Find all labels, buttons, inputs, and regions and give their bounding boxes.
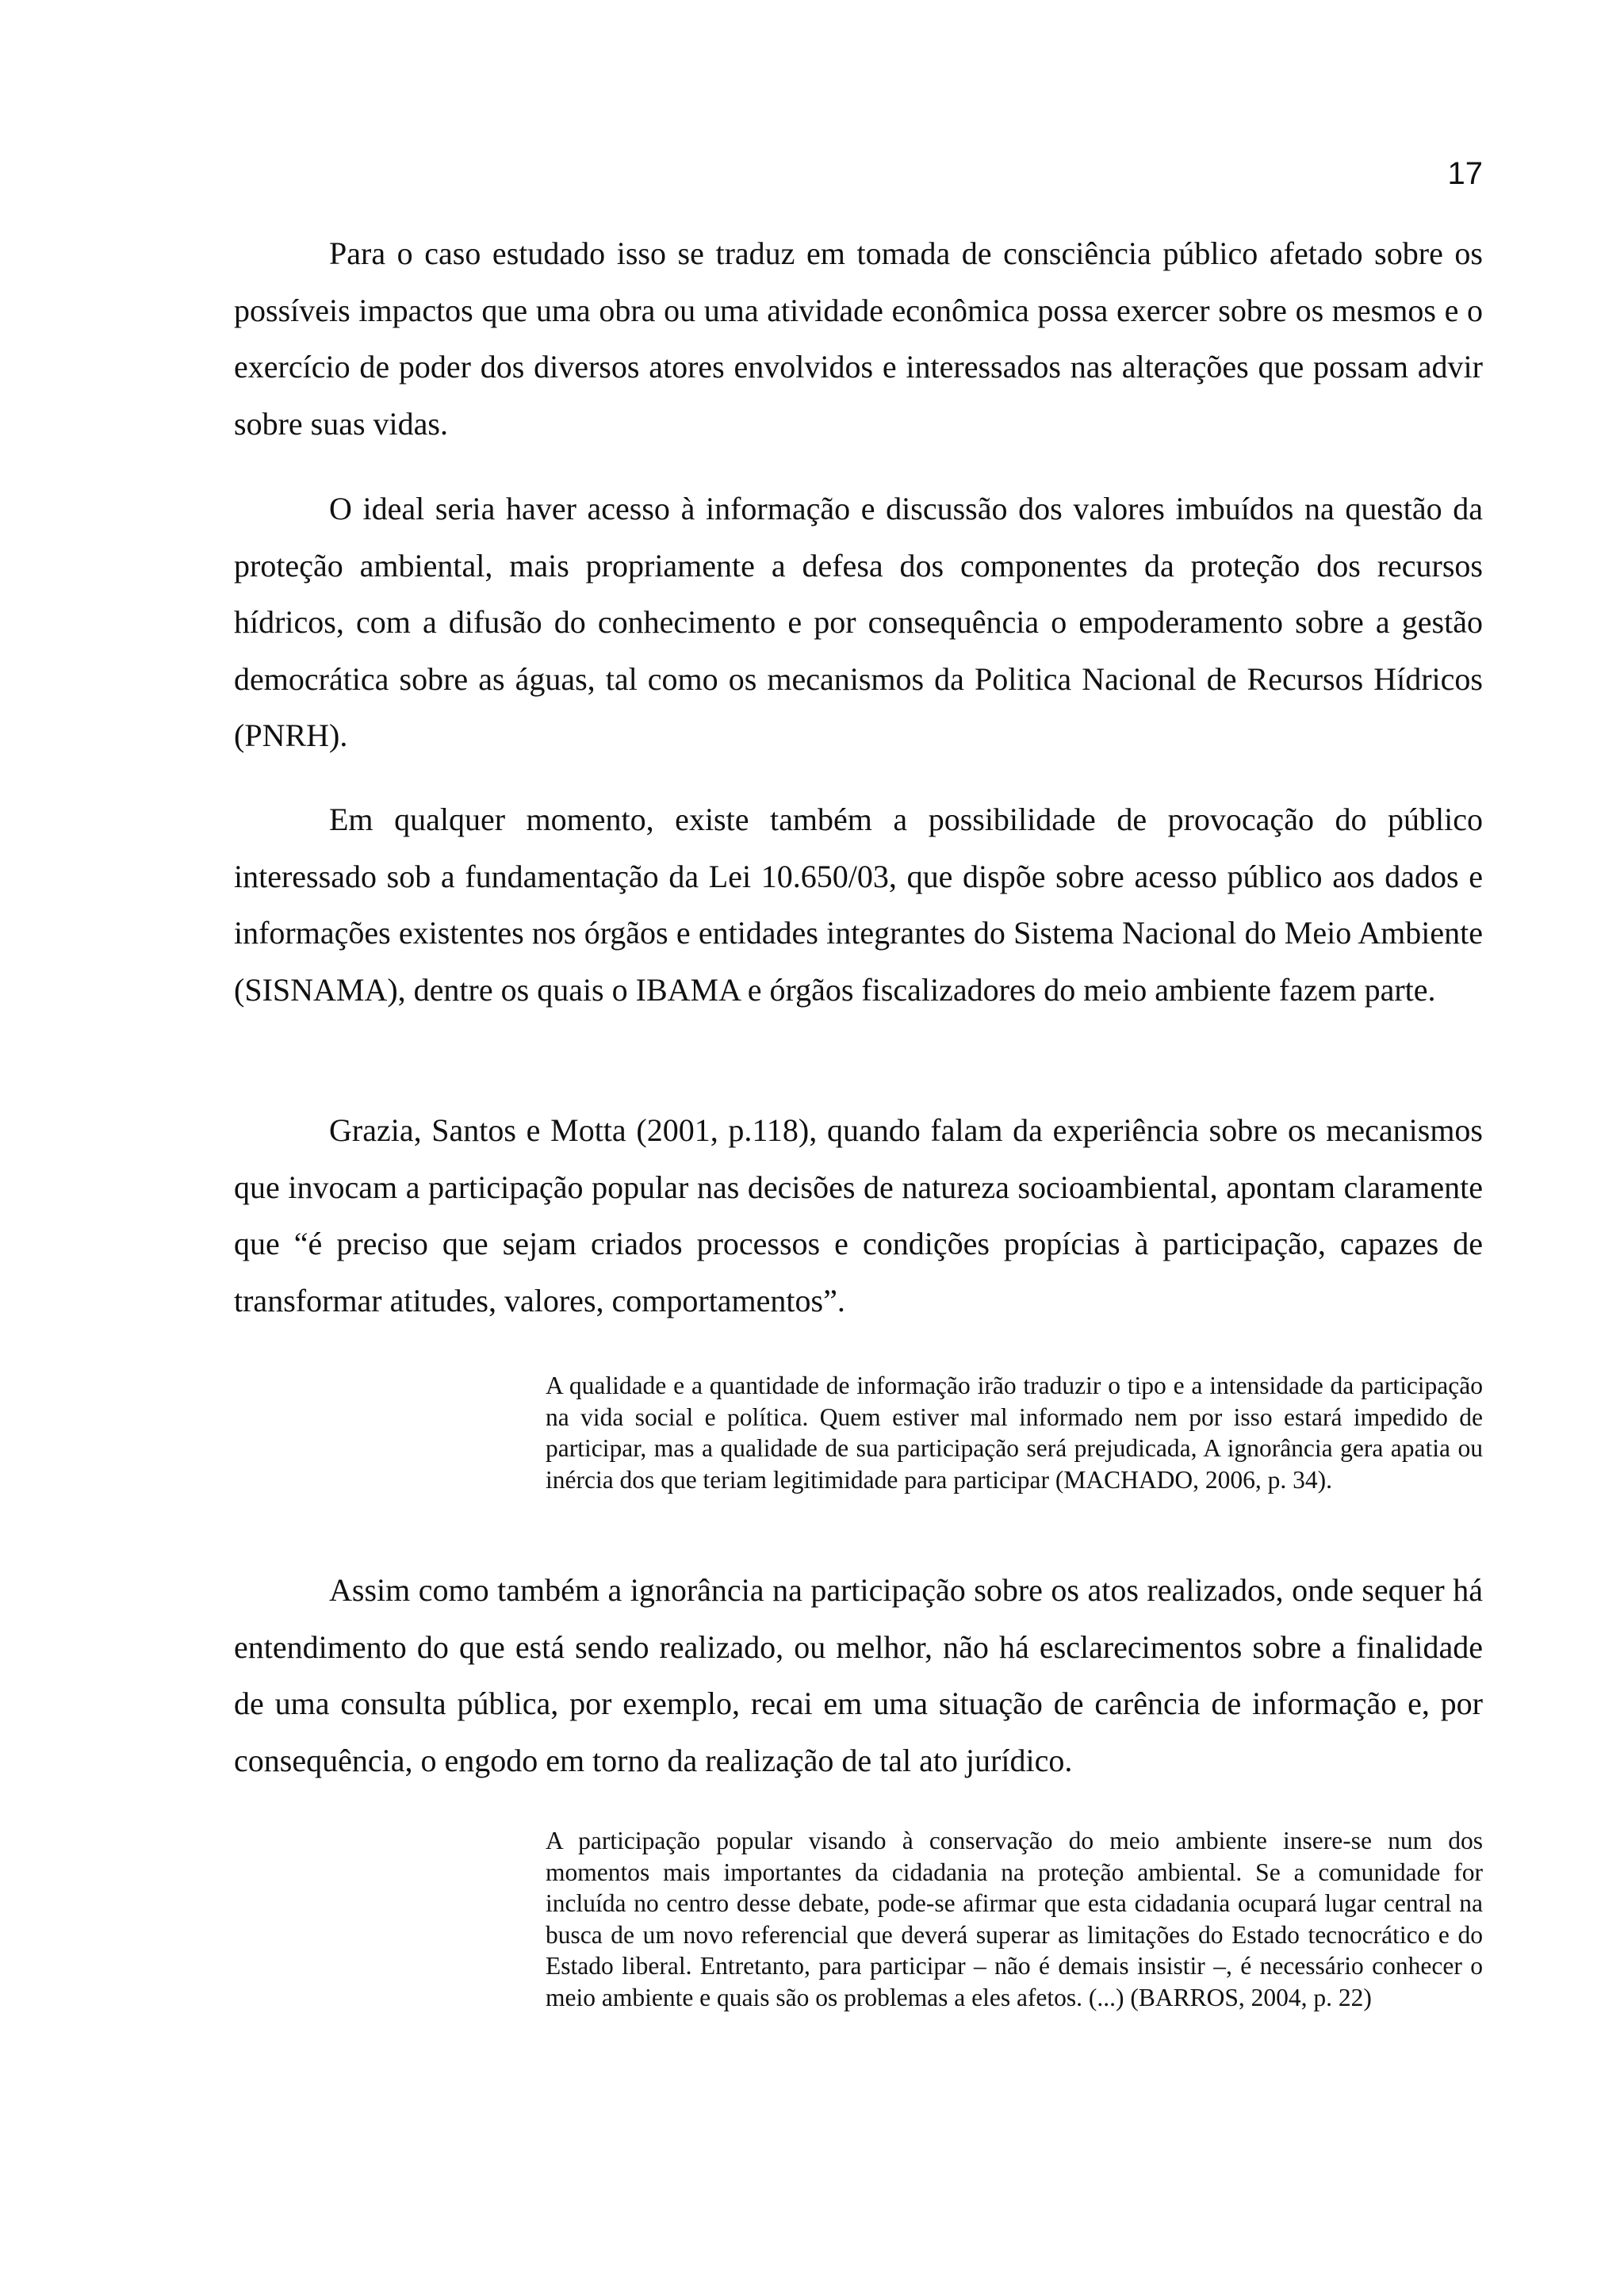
block-quote: A qualidade e a quantidade de informação irão traduzir o tipo e a intensidade da participação na vida social e política. Quem estiver mal informado nem por isso estará impedido de participar, mas a qualidade de sua participação será prejudicada, A ignorância gera apatia ou inércia dos que teriam legitimidade para participar (MACHADO, 2006, p. 34). (546, 1372, 1483, 1494)
body-paragraph: O ideal seria haver acesso à informação e discussão dos valores imbuídos na questão da proteção ambiental, mais propriamente a defesa dos componentes da proteção dos recursos hídricos, com a difusão do conhecimento e por consequência o empoderamento sobre a gestão democrática sobre as águas, tal como os mecanismos da Politica Nacional de Recursos Hídricos (PNRH). (234, 491, 1483, 753)
body-paragraph: Para o caso estudado isso se traduz em tomada de consciência público afetado sobre os possíveis impactos que uma obra ou uma atividade econômica possa exercer sobre os mesmos e o exercício de poder dos diversos atores envolvidos e interessados nas alterações que possam advir sobre suas vidas. (234, 235, 1483, 442)
body-paragraph: Grazia, Santos e Motta (2001, p.118), quando falam da experiência sobre os mecanismos que invocam a participação popular nas decisões de natureza socioambiental, apontam claramente que “é preciso que sejam criados processos e condições propícias à participação, capazes de transformar atitudes, valores, comportamentos”. (234, 1112, 1483, 1318)
page-number: 17 (1447, 156, 1483, 191)
block-quote: A participação popular visando à conservação do meio ambiente insere-se num dos momentos mais importantes da cidadania na proteção ambiental. Se a comunidade for incluída no centro desse debate, pode-se afirmar que esta cidadania ocupará lugar central na busca de um novo referencial que deverá superar as limitações do Estado tecnocrático e do Estado liberal. Entretanto, para participar – não é demais insistir –, é necessário conhecer o meio ambiente e quais são os problemas a eles afetos. (...) (BARROS, 2004, p. 22) (546, 1827, 1483, 2011)
body-paragraph: Assim como também a ignorância na participação sobre os atos realizados, onde sequer há entendimento do que está sendo realizado, ou melhor, não há esclarecimentos sobre a finalidade de uma consulta pública, por exemplo, recai em uma situação de carência de informação e, por consequência, o engodo em torno da realização de tal ato jurídico. (234, 1572, 1483, 1778)
body-paragraph: Em qualquer momento, existe também a possibilidade de provocação do público interessado sob a fundamentação da Lei 10.650/03, que dispõe sobre acesso público aos dados e informações existentes nos órgãos e entidades integrantes do Sistema Nacional do Meio Ambiente (SISNAMA), dentre os quais o IBAMA e órgãos fiscalizadores do meio ambiente fazem parte. (234, 802, 1483, 1008)
